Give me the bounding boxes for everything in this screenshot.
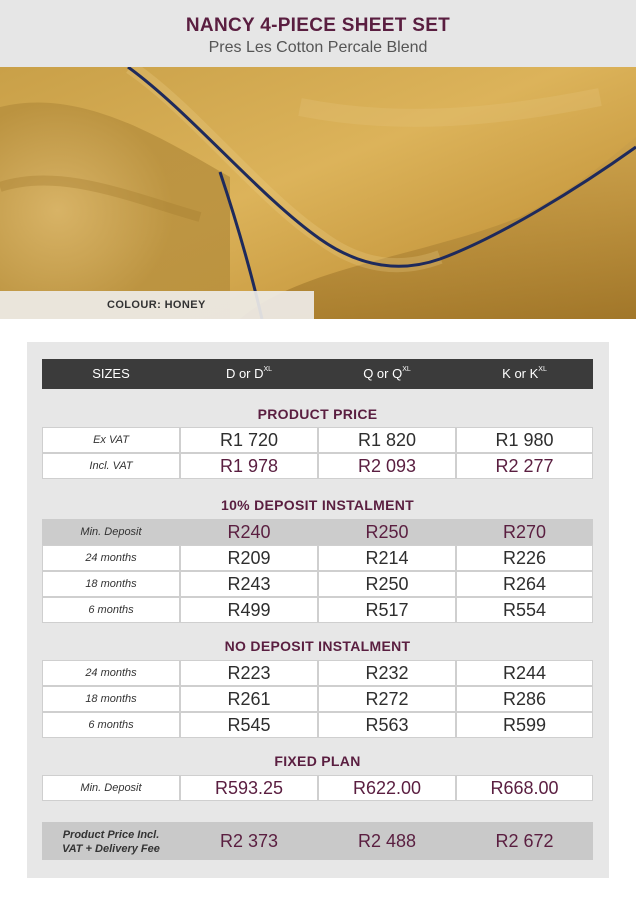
price-cell: R223 — [180, 660, 318, 686]
row-label: 24 months — [42, 660, 180, 686]
row-label: Min. Deposit — [42, 775, 180, 801]
price-cell: R1 980 — [456, 427, 593, 453]
price-cell: R622.00 — [318, 775, 456, 801]
price-cell: R250 — [318, 519, 456, 545]
price-cell: R563 — [318, 712, 456, 738]
table-row — [42, 686, 593, 712]
price-cell: R226 — [456, 545, 593, 571]
price-cell: R2 277 — [456, 453, 593, 479]
product-subtitle: Pres Les Cotton Percale Blend — [208, 39, 428, 56]
section-title-fixed-plan: FIXED PLAN — [274, 753, 361, 769]
size-double-header: D or $D^{XL}$ — [225, 366, 273, 381]
price-cell: R599 — [456, 712, 593, 738]
row-label: 6 months — [42, 712, 180, 738]
price-cell: R232 — [318, 660, 456, 686]
section-title-product-price: PRODUCT PRICE — [257, 406, 378, 422]
fabric-illustration — [0, 67, 636, 319]
size-king-header: K or $K^{XL}$ — [502, 366, 547, 381]
row-label: Incl. VAT — [42, 453, 180, 479]
price-cell: R499 — [180, 597, 318, 623]
price-cell: R250 — [318, 571, 456, 597]
price-cell: R209 — [180, 545, 318, 571]
price-cell: R272 — [318, 686, 456, 712]
table-row — [42, 571, 593, 597]
size-queen-header: Q or $Q^{XL}$ — [363, 366, 411, 381]
price-panel — [27, 342, 609, 878]
price-cell: R517 — [318, 597, 456, 623]
total-label — [42, 828, 180, 856]
price-cell: R554 — [456, 597, 593, 623]
price-cell: R593.25 — [180, 775, 318, 801]
colour-label: COLOUR: HONEY — [107, 299, 206, 311]
price-cell: R214 — [318, 545, 456, 571]
table-row — [42, 453, 593, 479]
table-row — [42, 427, 593, 453]
table-row — [42, 597, 593, 623]
price-cell: R240 — [180, 519, 318, 545]
price-cell: R286 — [456, 686, 593, 712]
table-row — [42, 519, 593, 545]
price-cell: R1 720 — [180, 427, 318, 453]
row-label: 18 months — [42, 686, 180, 712]
section-title-deposit-instalment: 10% DEPOSIT INSTALMENT — [220, 497, 415, 513]
product-title: NANCY 4-PIECE SHEET SET — [185, 15, 451, 36]
sizes-header-label: SIZES — [92, 366, 130, 381]
product-photo — [0, 67, 636, 319]
row-label: 6 months — [42, 597, 180, 623]
row-label: Ex VAT — [42, 427, 180, 453]
price-cell: R261 — [180, 686, 318, 712]
total-value: R2 672 — [495, 831, 554, 851]
table-row — [42, 775, 593, 801]
row-label: 18 months — [42, 571, 180, 597]
page-header — [0, 0, 636, 67]
total-row — [42, 822, 593, 860]
price-cell: R545 — [180, 712, 318, 738]
sizes-header-row — [42, 359, 593, 389]
price-cell: R668.00 — [456, 775, 593, 801]
table-row — [42, 545, 593, 571]
price-cell: R243 — [180, 571, 318, 597]
price-cell: R1 978 — [180, 453, 318, 479]
row-label: Min. Deposit — [42, 519, 180, 545]
price-cell: R1 820 — [318, 427, 456, 453]
total-label-line2: VAT + Delivery Fee — [62, 843, 160, 855]
section-title-no-deposit-instalment: NO DEPOSIT INSTALMENT — [224, 638, 411, 654]
total-label-line1: Product Price Incl. — [62, 829, 160, 841]
price-cell: R264 — [456, 571, 593, 597]
price-cell: R2 093 — [318, 453, 456, 479]
price-cell: R270 — [456, 519, 593, 545]
table-row — [42, 660, 593, 686]
colour-label-strip — [0, 291, 314, 319]
price-cell: R244 — [456, 660, 593, 686]
total-value: R2 488 — [357, 831, 417, 851]
row-label: 24 months — [42, 545, 180, 571]
table-row — [42, 712, 593, 738]
total-value: R2 373 — [219, 831, 279, 851]
